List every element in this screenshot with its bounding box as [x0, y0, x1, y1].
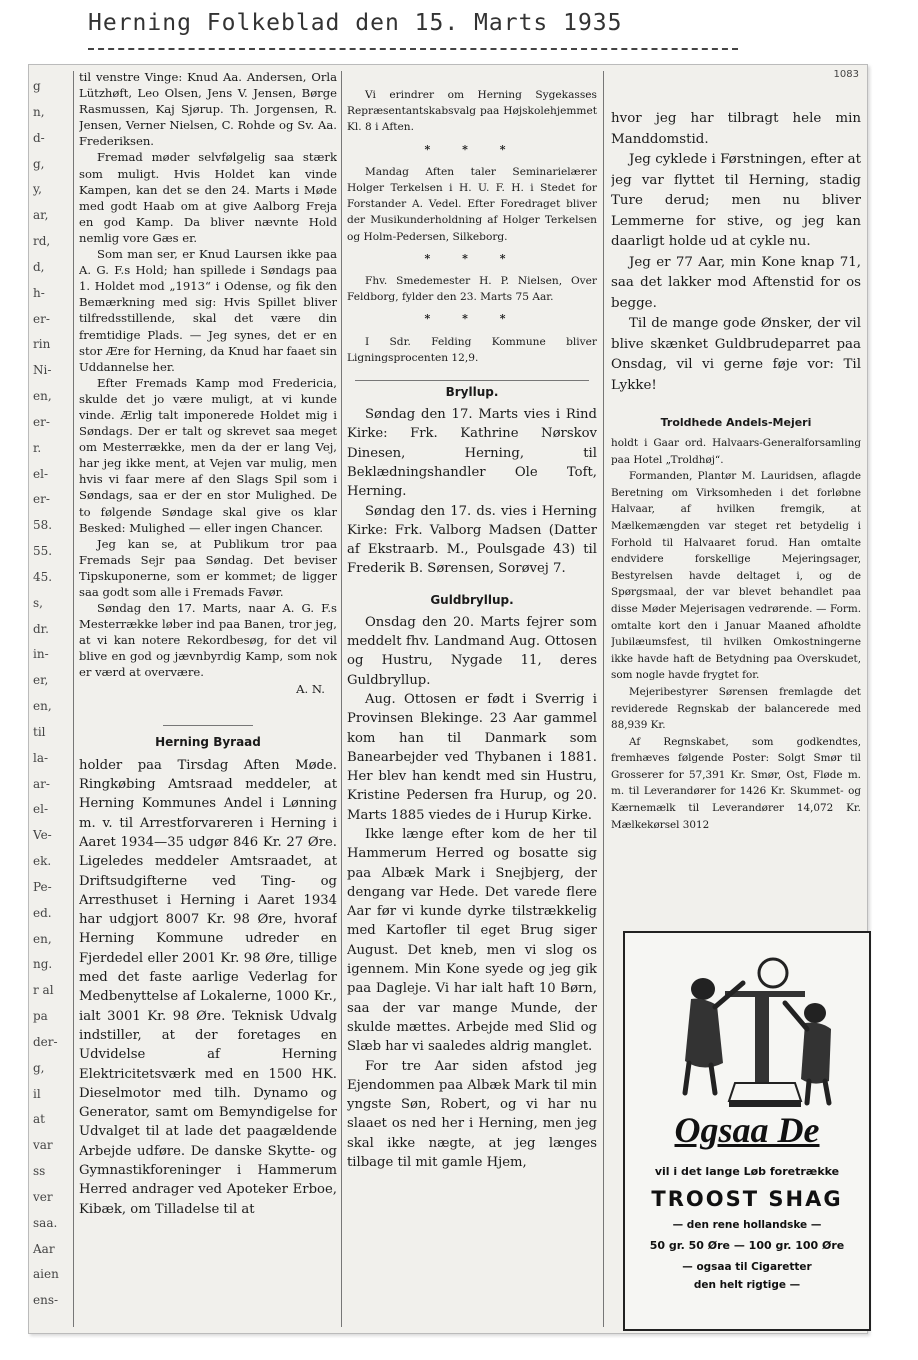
ad-illustration	[625, 933, 869, 1113]
stars-divider: * * *	[424, 251, 520, 265]
column-rule	[603, 71, 604, 1327]
tobacco-advertisement	[623, 931, 871, 1331]
cropped-text-fragment: ver	[33, 1189, 53, 1204]
post-icon	[755, 993, 769, 1093]
stars-divider: * * *	[424, 312, 520, 326]
pedestal-icon	[729, 1083, 801, 1101]
sports-article	[79, 69, 337, 681]
cropped-text-fragment: at	[33, 1112, 45, 1127]
ad-text-line: — den rene hollandske —	[672, 1219, 822, 1231]
byraad-paragraph: holder paa Tirsdag Aften Møde. Ringkøbing Amtsraad meddeler, at Herning Kommunes Andel i Lønning m. v. til Arrestforvareren i Herning i Aaret 1934—35 udgør 846 Kr. 27 Øre. Ligeledes meddeler Amtsraadet, at Driftsudgifterne ved Ting- og Arresthuset i Herning i Aaret 1934 har udgjort 8007 Kr. 98 Øre, hvoraf Herning Kommune udreder en Fjerdedel eller 2001 Kr. 98 Øre, tillige med det faste aarlige Vederlag for Medbenyttelse af Lokalerne, 1000 Kr., ialt 3001 Kr. 98 Øre. Teknisk Udvalg indstiller, at der foretages en Udvidelse af Herning Elektricitetsværk med en 1500 HK. Dieselmotor med tilh. Dynamo og Generator, samt om Bemyndigelse for Udvalget til at lade det paagældende Arbejde udføre. De danske Skytte- og Gymnastikforeninger i Hammerum Herred andrager ved Apoteker Erboe, Kibæk, om Tilladelse til at	[79, 757, 337, 1217]
cropped-text-fragment: ens-	[33, 1293, 59, 1308]
cropped-text-fragment: var	[33, 1138, 53, 1153]
cropped-text-fragment: en,	[33, 389, 52, 403]
article-signature: A. N.	[296, 681, 325, 696]
byraad-heading: Herning Byraad	[155, 734, 261, 749]
cropped-text-fragment: g	[33, 79, 41, 93]
cropped-text-fragment: ar,	[33, 208, 49, 223]
column-rule	[341, 71, 342, 1327]
cropped-text-fragment: 58.	[33, 518, 53, 533]
sports-paragraph: til venstre Vinge: Knud Aa. Andersen, Orla Lützhøft, Leo Olsen, Jens V. Jensen, Børge Rasmussen, Kaj Sjørup. Th. Jorgensen, R. Jensen, Verner Nielsen, C. Rohde og Sv. Aa. Frederiksen.	[79, 70, 337, 149]
cropped-text-fragment: er-	[33, 414, 50, 429]
figure-body-icon	[685, 999, 723, 1068]
cropped-text-fragment: il	[33, 1086, 41, 1101]
column-continued	[611, 109, 861, 869]
cropped-text-fragment: r.	[33, 440, 42, 455]
cropped-text-fragment: er,	[33, 673, 49, 688]
mejeri-paragraph: Formanden, Plantør M. Lauridsen, aflagde Beretning om Virksomheden i det forløbne Halvaar, af hvilken fremgik, at Mælkemængden var steget ret betydelig i Forhold til Halvaaret forud. Han omtalte endvidere forskellige Mejeringsager, Bestyrelsen havde deltaget i, og de Spørgsmaal, der var blevet behandlet paa disse Møder Mejerisagen vedrørende. — Form. omtalte kort den i Januar Maaned afholdte Jubilæumsfest, til hvilken Omkostningerne ikke havde haft de Betydning paa Overskudet, som nogle havde frygtet for.	[611, 470, 861, 682]
stars-divider: * * *	[424, 142, 520, 156]
cropped-text-fragment: er-	[33, 311, 50, 326]
cropped-text-fragment: h-	[33, 285, 45, 300]
column-local-news	[347, 87, 597, 1327]
cropped-text-fragment: el-	[33, 466, 48, 481]
guldbryllup-paragraph: Ikke længe efter kom de her til Hammerum Herred og bosatte sig paa Albæk Mark i Snejbjerg, der dengang var Hede. Det varede flere Aar før vi kunde dyrke tilstrækkelig med Kartofler til eget Brug siger August. Det kneb, men vi slog os igennem. Min Kone syede og jeg gik paa Dagleje. Vi har ialt haft 10 Børn, saa der var mange Munde, der skulde mættes. Arbejde med Slid og Slæb har vi saaledes aldrig manglet.	[347, 826, 597, 1055]
ad-text-line: — ogsaa til Cigaretter	[682, 1261, 812, 1273]
bryllup-heading: Bryllup.	[445, 385, 499, 400]
cropped-text-fragment: Aar	[33, 1241, 55, 1256]
cropped-text-fragment: en,	[33, 931, 52, 946]
bryllup-paragraph: Søndag den 17. Marts vies i Rind Kirke: Frk. Kathrine Nørskov Dinesen, Herning, til Beklædningshandler Ole Toft, Herning.	[347, 407, 597, 500]
ad-price-line: 50 gr. 50 Øre — 100 gr. 100 Øre	[649, 1239, 845, 1252]
cropped-text-fragment: dr.	[33, 621, 49, 636]
cropped-text-fragment: y,	[33, 182, 42, 197]
notice-paragraph: Vi erindrer om Herning Sygekasses Repræsentantskabsvalg paa Højskolehjemmet Kl. 8 i Aften.	[347, 89, 597, 134]
cropped-text-fragment: ar-	[33, 776, 50, 791]
bryllup-paragraph: Søndag den 17. ds. vies i Herning Kirke: Frk. Valborg Madsen (Datter af Ekstraarb. M., Poulsgade 43) til Frederik B. Sørensen, Sorøvej 7.	[347, 503, 597, 577]
notice-paragraph: Mandag Aften taler Seminarielærer Holger Terkelsen i H. U. F. H. i Stedet for Forstander A. Vedel. Efter Foredraget bliver der Musikunderholdning af Holger Terkelsen og Holm-Pedersen, Silkeborg.	[347, 165, 597, 243]
cropped-text-fragment: ng.	[33, 957, 53, 972]
guldbryllup-heading: Guldbryllup.	[430, 592, 514, 607]
cropped-text-fragment: g,	[33, 1060, 45, 1075]
cropped-text-fragment: s,	[33, 595, 43, 610]
cropped-text-fragment: r al	[33, 983, 54, 998]
ad-text-line: den helt rigtige —	[693, 1279, 801, 1291]
cropped-text-fragment: saa.	[33, 1215, 58, 1230]
cropped-text-fragment: rin	[33, 337, 51, 352]
mejeri-heading: Troldhede Andels-Mejeri	[660, 416, 812, 429]
guldbryllup-paragraph: Aug. Ottosen er født i Sverrig i Provinsen Blekinge. 23 Aar gammel kom han til Danmark som Banearbejder ved Thybanen i 1881. Her blev han kendt med sin Hustru, Kristine Pedersen fra Hurup, og 20. Marts 1885 viedes de i Hurup Kirke.	[347, 691, 597, 823]
section-divider	[163, 725, 253, 726]
cropped-text-fragment: 45.	[33, 569, 53, 584]
article-paragraph: Jeg cyklede i Førstningen, efter at jeg var flyttet til Herning, stadig Ture derud; men nu bliver Lemmerne for stive, og jeg kan daarligt holde ud at cykle nu.	[611, 152, 861, 249]
sports-paragraph: Fremad møder selvfølgelig saa stærk som muligt. Hvis Holdet kan vinde Kampen, kan det se den 24. Marts i Møde med godt Haab om at give Aalborg Freja en god Kamp. Da bliver nævnte Hold nemlig vore Gæs er.	[79, 150, 337, 245]
cropped-text-fragment: n,	[33, 104, 45, 119]
cropped-text-fragment: la-	[33, 750, 49, 765]
section-divider	[355, 380, 589, 381]
sports-paragraph: Som man ser, er Knud Laursen ikke paa A. G. F.s Hold; han spillede i Søndags paa 1. Holdet mod „1913“ i Odense, og fik den Bemærkning med sig: Hvis Spillet bliver tilfredsstillende, skal det være din fremtidige Plads. — Jeg synes, det er en stor Ære for Herning, da Knud har faaet sin Uddannelse her.	[79, 247, 337, 374]
figure-head-icon	[804, 1003, 826, 1023]
guldbryllup-paragraph: For tre Aar siden afstod jeg Ejendommen paa Albæk Mark til min yngste Søn, Robert, og vi har nu slaaet os ned her i Herning, men jeg skal ikke nægte, at jeg længes tilbage til mit gamle Hjem,	[347, 1058, 597, 1171]
cropped-text-fragment: 55.	[33, 544, 53, 558]
cropped-text-fragment: pa	[33, 1009, 48, 1023]
cropped-text-fragment: Ve-	[33, 828, 52, 843]
notice-paragraph: Fhv. Smedemester H. P. Nielsen, Over Feldborg, fylder den 23. Marts 75 Aar.	[347, 275, 597, 304]
guldbryllup-paragraph: Onsdag den 20. Marts fejrer som meddelt fhv. Landmand Aug. Ottosen og Hustru, Nygade 11, deres Guldbryllup.	[347, 614, 597, 688]
figure-body-icon	[801, 1023, 831, 1084]
article-paragraph: hvor jeg har tilbragt hele min Manddomstid.	[611, 111, 861, 147]
newspaper-clipping	[28, 64, 868, 1334]
sports-paragraph: Efter Fremads Kamp mod Fredericia, skulde det jo være muligt, at vi kunde vinde. Ærlig talt imponerede Holdet mig i Søndags. Der er talt og skrevet saa meget om Mesterrække, men da der er lang Vej, har jeg ikke ment, at Vejen var mulig, men hvis vi faar mere af den Slags Spil som i Søndags, saa er der en stor Mulighed. De to følgende Søndage skal give os klar Besked: Mulighed — eller ingen Chancer.	[79, 375, 337, 535]
header-dashed-rule	[88, 48, 738, 50]
ad-brand-name: TROOST SHAG	[651, 1187, 843, 1211]
cropped-text-fragment: der-	[33, 1034, 58, 1049]
article-paragraph: Jeg er 77 Aar, min Kone knap 71, saa det lakker mod Aftenstid for os begge.	[611, 254, 861, 311]
cropped-text-fragment: Pe-	[33, 879, 52, 894]
column-rule	[73, 71, 74, 1327]
ad-slogan: Ogsaa De	[674, 1110, 820, 1150]
cropped-text-fragment: in-	[33, 647, 49, 662]
sports-paragraph: Jeg kan se, at Publikum tror paa Fremads Sejr paa Søndag. Det beviser Tipskuponerne, som er kommet; de ligger saa godt som alle i Fremads Favør.	[79, 536, 337, 599]
mejeri-paragraph: Mejeribestyrer Sørensen fremlagde det reviderede Regnskab der balancerede med 88,939 Kr.	[611, 685, 861, 732]
cropped-text-fragment: g,	[33, 156, 45, 171]
cropped-text-fragment: en,	[33, 699, 52, 713]
cropped-text-fragment: er-	[33, 492, 50, 507]
column-sports	[79, 69, 337, 1329]
cropped-text-fragment: Ni-	[33, 363, 52, 378]
ad-text-line: vil i det lange Løb foretrække	[654, 1165, 840, 1178]
cropped-text-fragment: ek.	[33, 854, 52, 868]
cropped-text-fragment: d-	[33, 130, 45, 145]
notice-paragraph: I Sdr. Felding Kommune bliver Ligningsprocenten 12,9.	[347, 335, 597, 364]
cropped-text-fragment: aien	[33, 1267, 59, 1282]
cropped-text-fragment: rd,	[33, 234, 51, 248]
byraad-article	[79, 756, 337, 1219]
page-number: 1083	[833, 69, 859, 80]
figure-head-icon	[691, 978, 715, 1000]
cropped-text-fragment: ss	[33, 1164, 46, 1178]
cropped-text-fragment: d,	[33, 259, 45, 274]
article-paragraph: Til de mange gode Ønsker, der vil blive skænket Guldbrudeparret paa Onsdag, vil vi gerne føje vor: Til Lykke!	[611, 316, 861, 393]
page-header-title: Herning Folkeblad den 15. Marts 1935	[88, 10, 623, 36]
sports-paragraph: Søndag den 17. Marts, naar A. G. F.s Mesterrække løber ind paa Banen, tror jeg, at vi kan notere Rekordbesøg, for det vil blive en god og jævnbyrdig Kamp, som nok er værd at overvære.	[79, 601, 337, 680]
cropped-left-column	[29, 65, 59, 1333]
mejeri-paragraph: Af Regnskabet, som godkendtes, fremhæves følgende Poster: Solgt Smør til Grosserer for 57,391 Kr. Smør, Ost, Fløde m. m. til Leverandører for 1426 Kr. Skummet- og Kærnemælk til Leverandører 14,072 Kr. Mælkekørsel 3012	[611, 735, 861, 831]
cropped-text-fragment: ed.	[33, 905, 52, 920]
mejeri-paragraph: holdt i Gaar ord. Halvaars-Generalforsamling paa Hotel „Troldhøj“.	[611, 437, 861, 466]
cropped-text-fragment: til	[33, 724, 46, 739]
ring-icon	[759, 959, 787, 987]
cropped-text-fragment: el-	[33, 802, 48, 817]
